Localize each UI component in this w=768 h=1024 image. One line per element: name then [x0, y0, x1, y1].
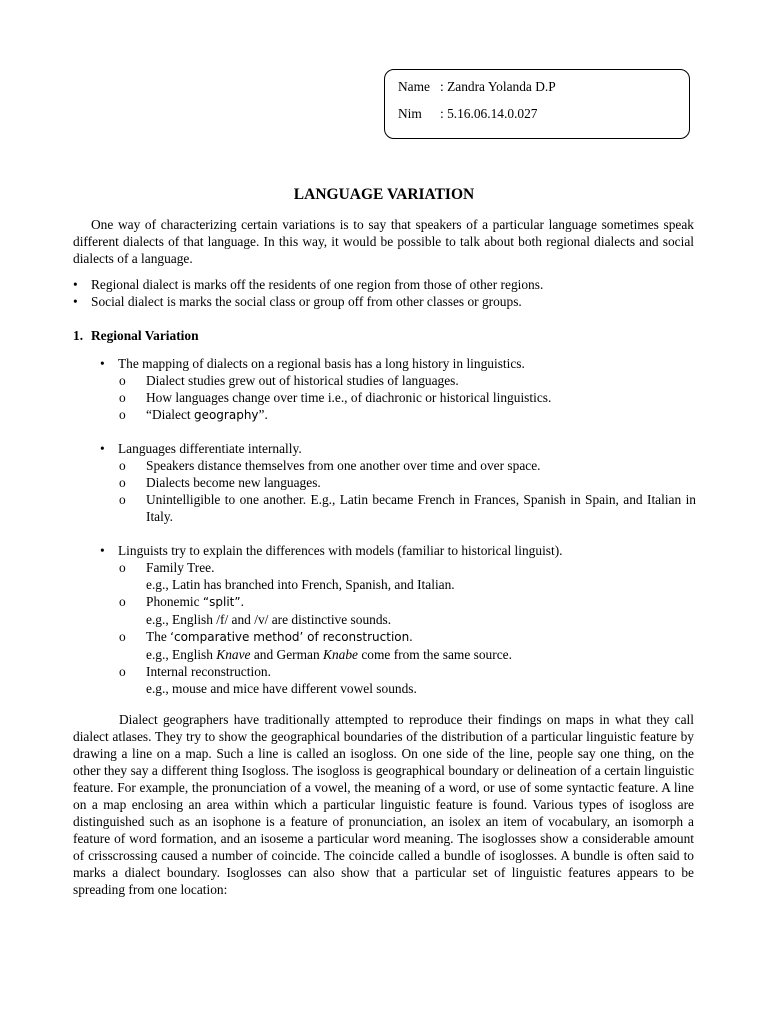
sub-marker: o	[119, 458, 126, 473]
name-value: : Zandra Yolanda D.P	[440, 79, 556, 94]
sub-marker: o	[119, 664, 126, 679]
sub-item-new-languages: o Dialects become new languages.	[119, 475, 321, 490]
name-row	[398, 78, 556, 95]
sub-marker: o	[119, 390, 126, 405]
sub-item-dialect-studies: o Dialect studies grew out of historical studies of languages.	[119, 373, 459, 388]
bullet-group-models	[100, 542, 696, 697]
sub-item-internal-reconstruction: o Internal reconstruction. e.g., mouse and mice have different vowel sounds.	[119, 664, 417, 696]
intro-paragraph: One way of characterizing certain variations is to say that speakers of a particular language sometimes speak different dialects of that language. In this way, it would be possible to talk about both regional dialects and social dialects of a language.	[73, 217, 694, 266]
nim-row	[398, 105, 537, 122]
student-info-box	[384, 69, 690, 139]
sub-marker: o	[119, 629, 126, 644]
sub-item-speakers-distance: o Speakers distance themselves from one another over time and over space.	[119, 458, 541, 473]
nim-value: : 5.16.06.14.0.027	[440, 106, 538, 121]
sub-marker: o	[119, 594, 126, 609]
bullet-group-mapping	[100, 355, 696, 424]
bullet-group-differentiate	[100, 440, 696, 525]
name-label: Name	[398, 79, 430, 94]
sub-marker: o	[119, 492, 126, 507]
section-title: Regional Variation	[91, 328, 199, 343]
sub-marker: o	[119, 475, 126, 490]
nim-label: Nim	[398, 106, 422, 121]
bullet-mapping: • The mapping of dialects on a regional basis has a long history in linguistics.	[100, 355, 696, 372]
bullet-differentiate: • Languages differentiate internally.	[100, 440, 696, 457]
sub-item-family-tree: o Family Tree. e.g., Latin has branched into French, Spanish, and Italian.	[119, 560, 455, 592]
list-item-regional-dialect: • Regional dialect is marks off the residents of one region from those of other regions.	[73, 276, 694, 293]
sub-item-unintelligible: o Unintelligible to one another. E.g., Latin became French in Frances, Spanish in Spain, and Italian in Italy.	[119, 492, 696, 524]
sub-marker: o	[119, 373, 126, 388]
sub-marker: o	[119, 560, 126, 575]
list-item-social-dialect: • Social dialect is marks the social class or group off from other classes or groups.	[73, 293, 694, 310]
sub-marker: o	[119, 407, 126, 422]
sub-item-dialect-geography: o “Dialect geography”.	[119, 407, 268, 422]
isogloss-paragraph: Dialect geographers have traditionally attempted to reproduce their findings on maps in what they call dialect atlases. They try to show the geographical boundaries of the distribution of a particular linguistic feature by drawing a line on a map. Such a line is called an isogloss. On one side of the line, people say one thing, on the other they say a different thing Isogloss. The isogloss is geographical boundary or delineation of a certain linguistic feature. For example, the pronunciation of a vowel, the meaning of a word, or use of some syntactic feature. A line on a map enclosing an area within which a particular linguistic feature is found. Various types of isogloss are distinguished such as an isophone is a feature of pronunciation, an isolex an item of vocabulary, an isomorph a feature of word formation, and an isoseme a particular word meaning. The isoglosses show a considerable amount of crisscrossing caused a number of coincide. The coincide called a bundle of isoglosses. A bundle is often said to marks a dialect boundary. Isoglosses can also show that a particular set of linguistic features appears to be spreading from one location:	[73, 712, 694, 897]
sub-item-phonemic-split: o Phonemic “split”. e.g., English /f/ and /v/ are distinctive sounds.	[119, 594, 392, 627]
bullet-models: • Linguists try to explain the differences with models (familiar to historical linguist).	[100, 542, 696, 559]
sub-item-language-change: o How languages change over time i.e., of diachronic or historical linguistics.	[119, 390, 552, 405]
section-heading-regional-variation	[73, 327, 199, 344]
sub-item-comparative-method: o The ‘comparative method’ of reconstruction. e.g., English Knave and German Knabe come from the same source.	[119, 629, 512, 662]
dialect-types-list	[73, 276, 694, 310]
document-title: LANGUAGE VARIATION	[293, 186, 475, 203]
section-number: 1.	[73, 328, 84, 343]
